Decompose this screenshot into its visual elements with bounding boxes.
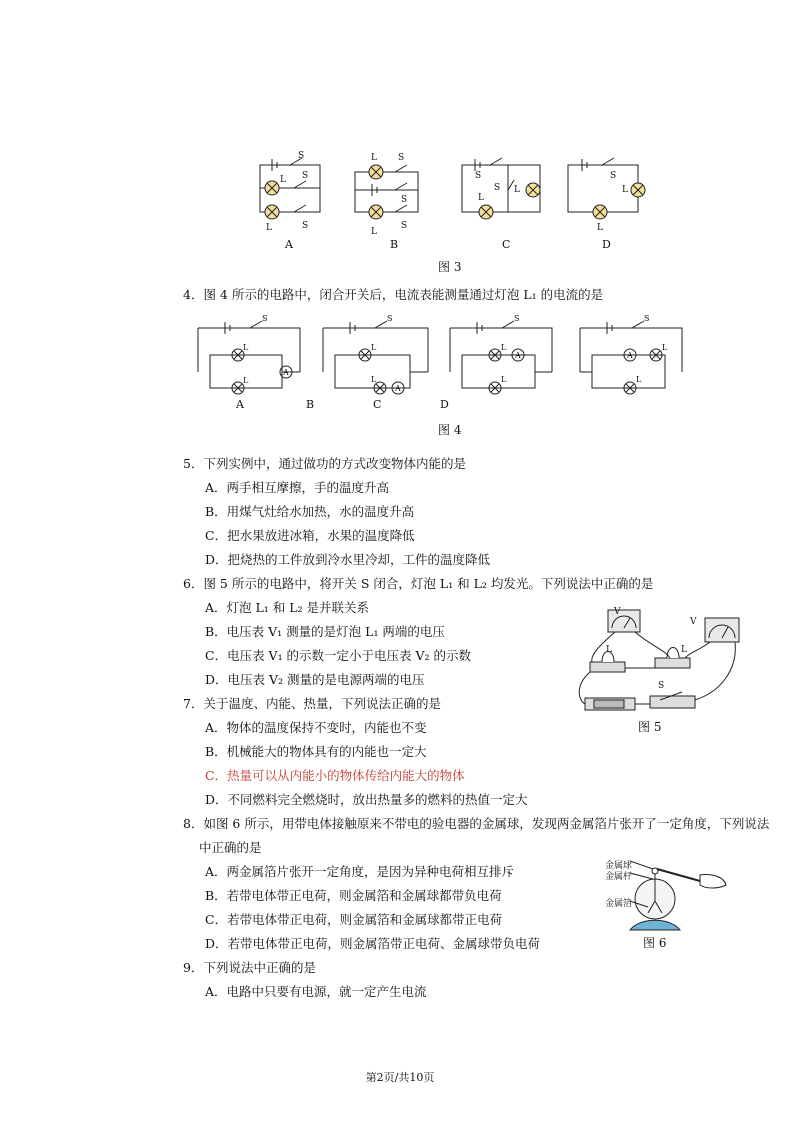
question-9-option-a[interactable]: A．电路中只要有电源，就一定产生电流 bbox=[205, 984, 427, 999]
svg-text:S: S bbox=[302, 171, 309, 181]
svg-text:S: S bbox=[475, 171, 482, 181]
question-6-option-c[interactable]: C．电压表 V₁ 的示数一定小于电压表 V₂ 的示数 bbox=[205, 648, 472, 663]
svg-text:L: L bbox=[371, 343, 377, 352]
fig4-label-a: A bbox=[236, 398, 244, 411]
svg-text:L: L bbox=[622, 185, 628, 195]
svg-text:L: L bbox=[478, 193, 484, 203]
svg-text:S: S bbox=[401, 221, 408, 231]
svg-text:L: L bbox=[501, 375, 507, 384]
svg-text:L: L bbox=[243, 343, 249, 352]
question-4-stem: 4．图 4 所示的电路中，闭合开关后，电流表能测量通过灯泡 L₁ 的电流的是 bbox=[183, 287, 604, 302]
fig3-label-b: B bbox=[390, 238, 399, 251]
figure-3-circuits bbox=[250, 150, 650, 260]
question-5-stem: 5．下列实例中，通过做功的方式改变物体内能的是 bbox=[183, 456, 466, 471]
figure-4-circuits bbox=[190, 310, 700, 400]
question-8-option-b[interactable]: B．若带电体带正电荷，则金属箔和金属球都带负电荷 bbox=[205, 888, 502, 903]
fig4-label-c: C bbox=[373, 398, 382, 411]
question-5-option-a[interactable]: A．两手相互摩擦，手的温度升高 bbox=[205, 480, 390, 495]
svg-text:S: S bbox=[262, 314, 268, 323]
question-6-option-a[interactable]: A．灯泡 L₁ 和 L₂ 是并联关系 bbox=[205, 600, 370, 615]
svg-text:V: V bbox=[614, 607, 621, 617]
svg-text:S: S bbox=[494, 183, 501, 193]
question-6-option-d[interactable]: D．电压表 V₂ 测量的是电源两端的电压 bbox=[205, 672, 425, 687]
question-8-option-a[interactable]: A．两金属箔片张开一定角度，是因为异种电荷相互排斥 bbox=[205, 864, 515, 879]
question-5-option-d[interactable]: D．把烧热的工件放到冷水里冷却，工件的温度降低 bbox=[205, 552, 491, 567]
fig3-label-c: C bbox=[502, 238, 511, 251]
page-number-footer: 第2页/共10页 bbox=[365, 1071, 435, 1084]
question-8-stem-line2: 中正确的是 bbox=[199, 840, 262, 855]
figure-4-caption: 图 4 bbox=[438, 423, 462, 437]
figure-3 bbox=[250, 150, 650, 260]
svg-text:S: S bbox=[514, 314, 520, 323]
svg-text:A: A bbox=[395, 384, 401, 393]
svg-text:L: L bbox=[371, 227, 377, 237]
figure-4 bbox=[190, 310, 700, 400]
svg-text:A: A bbox=[627, 351, 633, 360]
fig6-label-metal-foil: 金属箔 bbox=[605, 899, 633, 909]
question-8-option-d[interactable]: D．若带电体带正电荷，则金属箔带正电荷、金属球带负电荷 bbox=[205, 936, 541, 951]
figure-5 bbox=[570, 600, 745, 720]
question-7-stem: 7．关于温度、内能、热量，下列说法正确的是 bbox=[183, 696, 441, 711]
svg-text:A: A bbox=[283, 368, 289, 377]
svg-text:L: L bbox=[371, 375, 377, 384]
svg-text:V: V bbox=[690, 617, 697, 627]
question-7-option-b[interactable]: B．机械能大的物体具有的内能也一定大 bbox=[205, 744, 427, 759]
question-5-option-b[interactable]: B．用煤气灶给水加热，水的温度升高 bbox=[205, 504, 415, 519]
svg-text:L: L bbox=[662, 343, 668, 352]
fig6-label-metal-rod: 金属杆 bbox=[605, 872, 633, 882]
question-7-option-d[interactable]: D．不同燃料完全燃烧时，放出热量多的燃料的热值一定大 bbox=[205, 792, 528, 807]
question-6-stem: 6．图 5 所示的电路中，将开关 S 闭合，灯泡 L₁ 和 L₂ 均发光。下列说法中正确的是 bbox=[183, 576, 654, 591]
question-6-option-b[interactable]: B．电压表 V₁ 测量的是灯泡 L₁ 两端的电压 bbox=[205, 624, 445, 639]
svg-text:L: L bbox=[371, 153, 377, 163]
fig4-label-d: D bbox=[440, 398, 449, 411]
svg-text:L: L bbox=[636, 375, 642, 384]
question-8-stem-line1: 8．如图 6 所示，用带电体接触原来不带电的验电器的金属球，发现两金属箔片张开了一定角度，下列说法 bbox=[183, 816, 770, 831]
figure-5-apparatus bbox=[570, 600, 745, 720]
svg-text:L: L bbox=[243, 376, 249, 385]
question-8-option-c[interactable]: C．若带电体带正电荷，则金属箔和金属球都带正电荷 bbox=[205, 912, 503, 927]
fig6-label-metal-ball: 金属球 bbox=[605, 861, 633, 871]
fig4-label-b: B bbox=[306, 398, 315, 411]
figure-5-caption: 图 5 bbox=[638, 720, 662, 734]
svg-text:S: S bbox=[298, 151, 305, 161]
svg-text:L: L bbox=[501, 343, 507, 352]
svg-text:A: A bbox=[515, 351, 521, 360]
question-7-option-c-highlighted[interactable]: C．热量可以从内能小的物体传给内能大的物体 bbox=[205, 768, 465, 783]
svg-text:S: S bbox=[610, 171, 617, 181]
figure-3-caption: 图 3 bbox=[438, 260, 462, 274]
svg-text:S: S bbox=[644, 314, 650, 323]
svg-text:S: S bbox=[658, 681, 665, 691]
svg-text:S: S bbox=[387, 314, 393, 323]
svg-text:L: L bbox=[280, 175, 286, 185]
question-9-stem: 9．下列说法中正确的是 bbox=[183, 960, 316, 975]
svg-text:L: L bbox=[606, 645, 612, 655]
svg-text:S: S bbox=[401, 195, 408, 205]
svg-text:L: L bbox=[266, 223, 272, 233]
svg-text:S: S bbox=[398, 153, 405, 163]
fig3-label-a: A bbox=[285, 238, 293, 251]
question-5-option-c[interactable]: C．把水果放进冰箱，水果的温度降低 bbox=[205, 528, 415, 543]
fig3-label-d: D bbox=[602, 238, 611, 251]
question-7-option-a[interactable]: A．物体的温度保持不变时，内能也不变 bbox=[205, 720, 427, 735]
svg-text:L: L bbox=[681, 645, 687, 655]
figure-6-caption: 图 6 bbox=[643, 936, 667, 950]
svg-text:L: L bbox=[597, 223, 603, 233]
svg-text:L: L bbox=[514, 185, 520, 195]
svg-text:S: S bbox=[302, 221, 309, 231]
